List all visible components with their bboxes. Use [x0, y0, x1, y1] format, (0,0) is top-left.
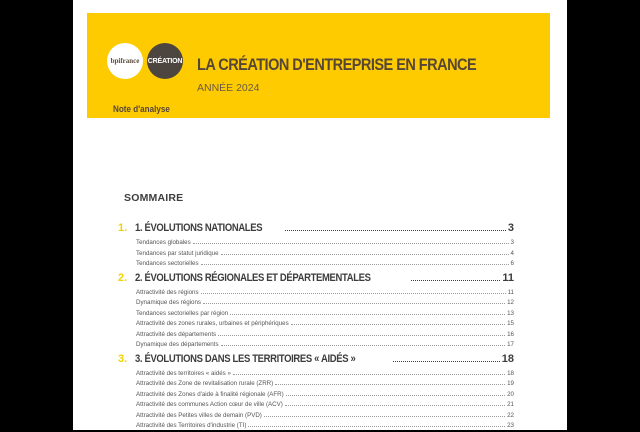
toc-section-3: [118, 353, 514, 432]
leader-dots: [203, 298, 505, 304]
entry-page-number: 3: [510, 239, 514, 246]
leader-dots: [275, 379, 505, 385]
toc-entry[interactable]: [118, 390, 514, 401]
entry-page-number: 4: [510, 249, 514, 257]
entry-page-number: 23: [507, 422, 514, 429]
bpifrance-logo: [107, 43, 143, 79]
entry-page-number: 11: [507, 288, 514, 296]
toc-entry[interactable]: [118, 298, 514, 309]
toc-entry[interactable]: [118, 411, 514, 422]
section-number-marker: 3.: [118, 352, 128, 365]
toc-entry[interactable]: [118, 379, 514, 390]
entry-page-number: 16: [507, 330, 514, 338]
section-title: 1. ÉVOLUTIONS NATIONALES: [135, 222, 263, 234]
document-type-label: Note d'analyse: [113, 104, 170, 114]
entry-label: Tendances globales: [136, 239, 191, 246]
entry-page-number: 6: [510, 260, 514, 267]
entry-label: Tendances par statut juridique: [136, 249, 219, 257]
document-page: [73, 0, 567, 430]
entry-page-number: 19: [507, 380, 514, 387]
entry-label: Dynamique des départements: [136, 341, 219, 348]
section-number-marker: 1.: [118, 222, 128, 234]
toc-entry[interactable]: [118, 330, 514, 341]
creation-logo: [147, 43, 183, 79]
entry-label: Attractivité des zones rurales, urbaines et périphériques: [136, 320, 289, 327]
leader-dots: [193, 238, 509, 244]
toc-entry[interactable]: [118, 249, 514, 260]
entry-label: Attractivité des Territoires d'industrie (TI): [136, 422, 247, 429]
toc-entry[interactable]: [118, 259, 514, 270]
entry-label: Attractivité des territoires « aidés »: [136, 369, 231, 377]
leader-dots: [218, 330, 505, 336]
leader-dots: [285, 400, 505, 406]
document-title: LA CRÉATION D'ENTREPRISE EN FRANCE: [197, 56, 477, 74]
leader-dots: [230, 309, 505, 315]
section-page-number: 3: [507, 222, 514, 234]
entry-page-number: 22: [507, 411, 514, 419]
section-page-number: 11: [502, 271, 514, 284]
document-subtitle: ANNÉE 2024: [197, 82, 260, 94]
entry-page-number: 12: [507, 299, 514, 306]
entry-page-number: 18: [507, 369, 514, 377]
toc-section-heading[interactable]: [118, 272, 514, 287]
section-title: 3. ÉVOLUTIONS DANS LES TERRITOIRES « AIDÉS »: [135, 352, 356, 365]
entry-page-number: 15: [507, 320, 514, 327]
table-of-contents: [118, 222, 514, 432]
entry-label: Tendances sectorielles: [136, 260, 199, 267]
bpifrance-logo-text: bpifrance: [110, 57, 140, 65]
entry-page-number: 21: [507, 401, 514, 408]
leader-dots: [233, 369, 505, 375]
leader-dots: [286, 390, 505, 396]
leader-dots: [221, 249, 509, 255]
entry-label: Attractivité des Petites villes de demain (PVD): [136, 411, 262, 419]
entry-label: Attractivité des régions: [136, 288, 199, 296]
toc-entry[interactable]: [118, 369, 514, 380]
entry-label: Attractivité des Zones d'aide à finalité régionale (AFR): [136, 390, 284, 398]
toc-section-2: [118, 272, 514, 351]
section-title: 2. ÉVOLUTIONS RÉGIONALES ET DÉPARTEMENTALES: [135, 271, 371, 284]
leader-dots: [411, 272, 500, 281]
entry-page-number: 13: [507, 309, 514, 317]
leader-dots: [221, 340, 506, 346]
toc-entry[interactable]: [118, 340, 514, 351]
toc-section-heading[interactable]: [118, 353, 514, 368]
entry-page-number: 20: [507, 390, 514, 398]
entry-label: Attractivité des communes Action cœur de ville (ACV): [136, 401, 283, 408]
section-page-number: 18: [501, 352, 514, 365]
leader-dots: [248, 421, 505, 427]
leader-dots: [285, 222, 506, 231]
leader-dots: [201, 288, 506, 294]
leader-dots: [393, 353, 500, 362]
toc-heading: SOMMAIRE: [124, 192, 184, 204]
leader-dots: [264, 411, 505, 417]
leader-dots: [201, 259, 509, 265]
toc-entry[interactable]: [118, 238, 514, 249]
toc-section-1: [118, 222, 514, 270]
entry-page-number: 17: [507, 341, 514, 348]
toc-entry[interactable]: [118, 319, 514, 330]
entry-label: Attractivité des Zone de revitalisation rurale (ZRR): [136, 380, 274, 387]
toc-entry[interactable]: [118, 288, 514, 299]
toc-entry[interactable]: [118, 309, 514, 320]
leader-dots: [291, 319, 505, 325]
creation-logo-text: CRÉATION: [147, 57, 183, 65]
toc-entry[interactable]: [118, 400, 514, 411]
section-number-marker: 2.: [118, 271, 128, 284]
header-banner: [87, 13, 550, 118]
toc-section-heading[interactable]: [118, 222, 514, 237]
entry-label: Dynamique des régions: [136, 299, 202, 306]
entry-label: Attractivité des départements: [136, 330, 217, 338]
entry-label: Tendances sectorielles par région: [136, 309, 229, 317]
